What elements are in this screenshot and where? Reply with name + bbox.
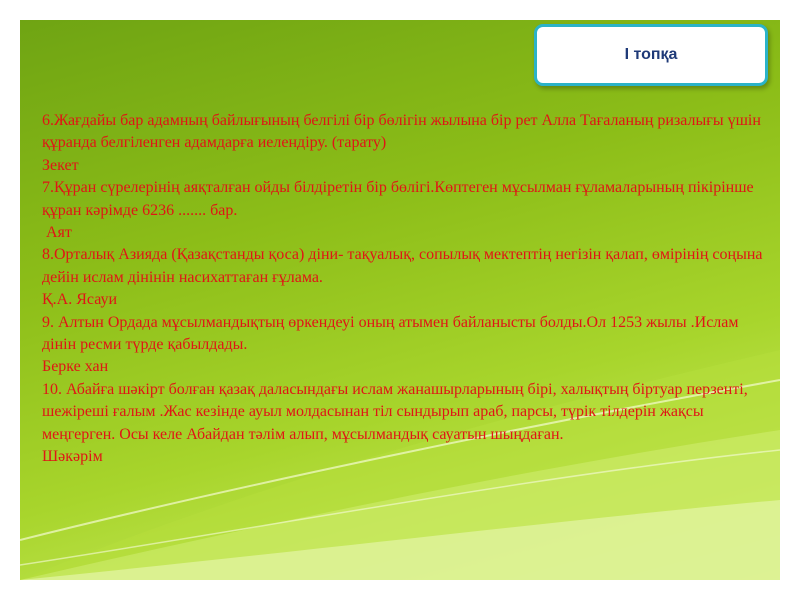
question-text: 6.Жағдайы бар адамның байлығының белгілі бір бөлігін жылына бір рет Алла Тағаланың ризалығы үшін құранда белгіленген адамдарға иелендіру. (тарату) [42,112,761,152]
answer-text: Қ.А. Ясауи [42,291,118,309]
question-text: 10. Абайға шәкірт болған қазақ даласындағы ислам жанашырларының бірі, халықтың біртуар перзенті, шежіреші ғалым .Жас кезінде ауыл молдасынан тіл сындырып араб, парсы, түрік тілдерін жақсы меңгерген. Осы келе Абайдан тәлім алып, мұсылмандық сауатын шыңдаған. [42,380,748,443]
question-text: 8.Орталық Азияда (Қазақстанды қоса) діни- тақуалық, сопылық мектептің негізін қалап, өмірінің соңына дейін ислам дінінін насихаттаған ғұлама. [42,246,763,286]
answer-text: Шәкәрім [42,448,103,466]
title-box [534,24,768,86]
question-text: 9. Алтын Ордада мұсылмандықтың өркендеуі оның атымен байланысты болды.Ол 1253 жылы .Ислам дінін ресми түрде қабылдады. [42,313,739,354]
question-text: 7.Құран сүрелерінің аяқталған ойды білдіретін бір бөлігі.Көптеген мұсылман ғұламаларының пікірінше құран кәрімде 6236 ....... бар. [42,179,754,219]
slide-title: І топқа [624,46,678,63]
answer-text: Берке хан [42,358,109,376]
slide [20,20,780,580]
answer-text: Зекет [42,156,79,174]
quiz-content [42,110,772,469]
answer-text: Аят [42,224,72,242]
